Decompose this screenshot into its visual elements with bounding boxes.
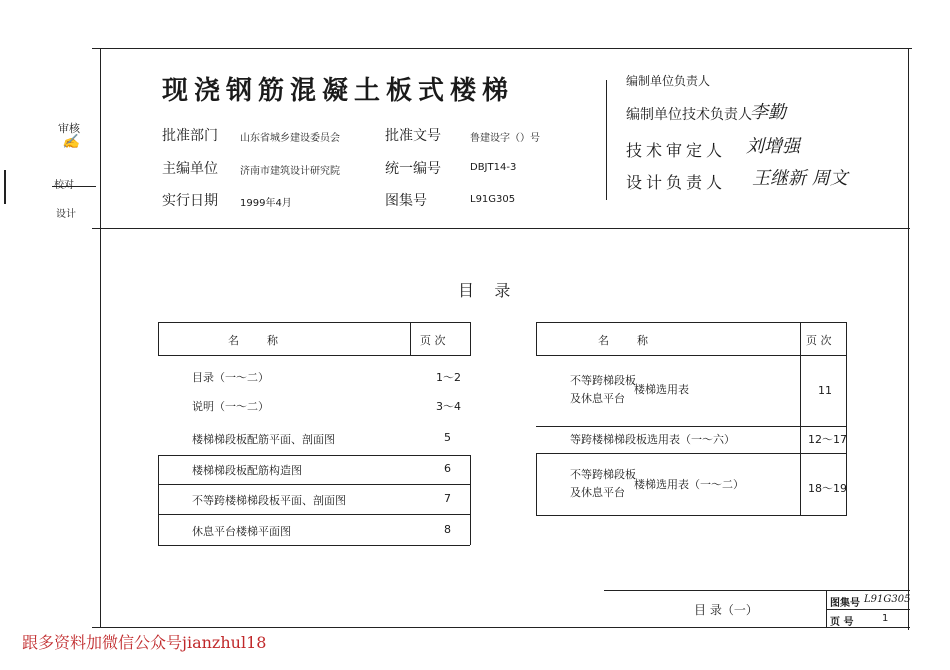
- toc-right-row-1-page: 12～17: [808, 433, 847, 446]
- footer-page-label: 页 号: [830, 617, 854, 628]
- approval-label-3: 设计负责人: [626, 173, 727, 192]
- toc-right-col-page: 页 次: [806, 334, 832, 347]
- field-label-atlas-no: 图集号: [385, 193, 427, 209]
- field-value-atlas-no: L91G305: [470, 194, 516, 205]
- frame-left: [100, 48, 101, 628]
- field-value-unified-no: DBJT14-3: [470, 162, 517, 173]
- field-label-approve-dept: 批准部门: [162, 128, 218, 144]
- toc-right-row-0-name-bot: 及休息平台: [570, 392, 625, 405]
- frame-right: [908, 48, 909, 630]
- toc-left-row-1-name: 说明（一～二）: [192, 400, 269, 413]
- toc-right-row-2-name-top: 不等跨梯段板: [570, 468, 636, 481]
- field-label-unified-no: 统一编号: [385, 161, 441, 177]
- frame-top: [92, 48, 912, 49]
- frame-bottom: [92, 627, 910, 628]
- toc-left-row-3-name: 楼梯梯段板配筋构造图: [192, 464, 302, 477]
- toc-right-row-2-name-side: 楼梯选用表（一～二）: [634, 478, 744, 491]
- toc-left-row-4-name: 不等跨楼梯梯段板平面、剖面图: [192, 494, 346, 507]
- toc-left-row-2-name: 楼梯梯段板配筋平面、剖面图: [192, 433, 335, 446]
- toc-left-row-1-page: 3～4: [436, 400, 461, 413]
- toc-right-row-1-name: 等跨楼梯梯段板选用表（一～六）: [570, 433, 735, 446]
- field-value-approve-dept: 山东省城乡建设委员会: [240, 133, 340, 144]
- watermark-text: 跟多资料加微信公众号jianzhul18: [22, 633, 267, 652]
- field-value-editor: 济南市建筑设计研究院: [240, 166, 340, 177]
- field-value-date: 1999年4月: [240, 198, 292, 209]
- toc-left-row-5-page: 8: [444, 523, 451, 536]
- toc-right-col-name: 名 称: [598, 334, 648, 347]
- toc-left-col-page: 页 次: [420, 334, 446, 347]
- approval-label-2: 技术审定人: [626, 141, 727, 160]
- field-label-approve-no: 批准文号: [385, 128, 441, 144]
- footer-center-label: 目 录（一）: [694, 603, 758, 617]
- toc-left-row-2-page: 5: [444, 431, 451, 444]
- approval-sign-1: 李勤: [750, 102, 786, 123]
- field-label-editor: 主编单位: [162, 161, 218, 177]
- page-title: 现浇钢筋混凝土板式楼梯: [162, 76, 515, 106]
- approval-sign-2: 刘增强: [746, 136, 800, 157]
- side-signature-1: ✍: [62, 134, 80, 150]
- approval-label-1: 编制单位技术负责人: [626, 107, 752, 123]
- toc-left-row-0-name: 目录（一～二）: [192, 371, 269, 384]
- approvals-divider: [606, 80, 607, 200]
- field-value-approve-no: 鲁建设字（）号: [470, 133, 540, 144]
- toc-right-row-0-name-top: 不等跨梯段板: [570, 374, 636, 387]
- frame-header-bottom: [92, 228, 910, 229]
- toc-left-row-5-name: 休息平台楼梯平面图: [192, 525, 291, 538]
- toc-right-row-0-name-side: 楼梯选用表: [634, 383, 689, 396]
- field-label-date: 实行日期: [162, 193, 218, 209]
- toc-left-col-name: 名 称: [228, 334, 278, 347]
- toc-left-row-0-page: 1～2: [436, 371, 461, 384]
- side-mark-review: 审核: [58, 122, 80, 135]
- toc-left-row-3-page: 6: [444, 462, 451, 475]
- footer-atlas-value: L91G305: [864, 594, 911, 605]
- side-mark-check: 校对: [54, 180, 74, 191]
- toc-heading: 目 录: [458, 281, 511, 300]
- approval-sign-3: 王继新 周文: [752, 168, 848, 189]
- toc-right-row-0-page: 11: [818, 384, 832, 397]
- toc-left-row-4-page: 7: [444, 492, 451, 505]
- crop-mark-left: [4, 170, 6, 204]
- toc-right-row-2-name-bot: 及休息平台: [570, 486, 625, 499]
- side-mark-design: 设计: [56, 209, 76, 220]
- footer-atlas-label: 图集号: [830, 598, 860, 609]
- toc-right-row-2-page: 18～19: [808, 482, 847, 495]
- footer-page-value: 1: [882, 613, 889, 624]
- approval-label-0: 编制单位负责人: [626, 74, 711, 88]
